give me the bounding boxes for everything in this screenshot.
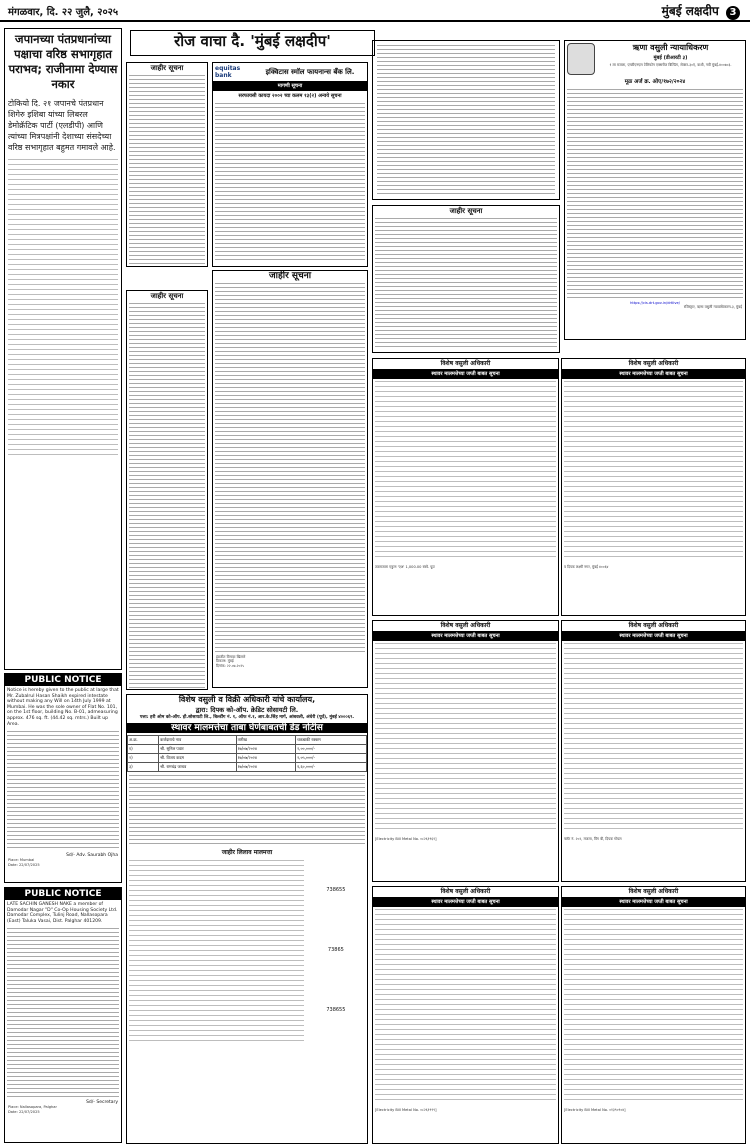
auction-details: [129, 860, 304, 1045]
court-notice: [564, 40, 746, 340]
notice-text-block: [375, 643, 556, 833]
recovery-notice-1: विशेष वसुली अधिकारी स्थावर मालमत्तेच्या जप्ती बाबत सूचना तळमजला एकुण 'एअ' 1,000.00 स्क्वे. फूट: [372, 358, 559, 616]
recovery-table: [127, 735, 367, 772]
recovery-notice-5: विशेष वसुली अधिकारी स्थावर मालमत्तेच्या जप्ती बाबत सूचना [Electricity Bill Metal No. ०८२६१९९९]: [372, 886, 559, 1144]
property-line: व दिपक लक्ष्मी नगर, मुंबई ४००६४: [564, 565, 609, 569]
page-header: [0, 0, 750, 22]
notice-signature: Sd/- Adv. Saurabh Ojha: [66, 853, 118, 859]
issue-date: मंगळवार, दि. २२ जुलै, २०२५: [8, 7, 119, 18]
recovery-notice-4: विशेष वसुली अधिकारी स्थावर मालमत्तेच्या जप्ती बाबत सूचना फ्लॅट नं. २०२, मजला, विंग बी, दिपक गोयल: [561, 620, 746, 882]
notice-date: Date: 22/07/2025: [8, 862, 40, 867]
brand-title: [662, 2, 740, 20]
equitas-section: सरफायसी कायदा २००२ च्या कलम १३(२) अन्वये सूचना: [238, 93, 342, 99]
table-row: ३) श्री. रामचंद्र जाधव १७/०७/२०२४ १,६०,०००/-: [128, 763, 367, 772]
court-footer: रजिस्ट्रार, ऋणा वसुली न्यायाधिकरण-३, मुंबई: [683, 305, 742, 310]
notice-text-block: [129, 75, 205, 265]
notice-place: Place: Mumbai: [8, 858, 35, 863]
notice-text-block: [215, 103, 365, 263]
notice-text-block: [377, 45, 555, 195]
equitas-notice: [212, 62, 368, 267]
editorial-column: [4, 28, 122, 670]
notice-title: जाहीर सूचना: [449, 207, 483, 215]
public-notice-title: PUBLIC NOTICE: [5, 674, 121, 686]
brand-name: मुंबई लक्षदीप: [661, 4, 719, 18]
notice-text-block: [375, 381, 556, 561]
public-notice-body: LATE SACHIN GANESH NAKE a member of Damodar Nagar "D" Co-Op Housing Society Ltd. Damodar Complex, Tulinj Road, Nallasopara (East) Taluka Vasai, Dist. Palghar 401209.: [7, 902, 118, 924]
table-row: १) श्री. सुनिल पवार १७/०७/२०२४ २,००,०००/-: [128, 745, 367, 754]
notice-text-block: [215, 283, 365, 653]
public-notice-title: PUBLIC NOTICE: [5, 888, 121, 900]
court-case: मूळ अर्ज क्र. ओए/१७२/२०२४: [624, 79, 686, 85]
public-notice-2: [4, 887, 122, 1143]
notice-text-block: [564, 643, 743, 833]
table-row: २) श्री. विजय कदम १७/०७/२०२४ २,०५,०००/-: [128, 754, 367, 763]
notice-text-block: [567, 89, 743, 299]
notice-title: जाहीर सूचना: [150, 292, 184, 300]
court-address: १ ला मजला, एमटीएनएल टेलिफोन एक्सचेंज बिल्डिंग, सेक्टर-३०ए, वाशी, नवी मुंबई-४००७०३.: [609, 63, 732, 67]
notice-col2-a: [126, 62, 208, 267]
property-line: [Electricity Bill Metal No. ०८२६१९९९]: [375, 1108, 437, 1112]
court-link[interactable]: https://cis.drt.gov.in/drtlive/: [630, 301, 680, 305]
banner: रोज वाचा दै. 'मुंबई लक्षदीप': [130, 30, 375, 56]
notice-text-block: [564, 381, 743, 561]
notice-text-block: [375, 909, 556, 1104]
public-notice-1: [4, 673, 122, 883]
equitas-sub: मागणी सूचना: [213, 81, 367, 91]
notice-text-block: [129, 775, 365, 845]
equitas-logo: equitas bank: [215, 65, 241, 79]
auction-title: जाहीर लिलाव मालमत्ता: [221, 849, 273, 856]
notice-text-block: [129, 303, 205, 688]
court-sub: मुंबई (डीआरटी ३): [653, 55, 688, 61]
jahir-soochna-big: [212, 270, 368, 688]
editorial-headline: जपानच्या पंतप्रधानांच्या पक्षाचा वरिष्ठ सभागृहात पराभव; राजीनामा देण्यास नकार: [8, 32, 118, 91]
notice-footer: ठिकाण: मुंबई: [216, 659, 234, 664]
notice-top-right: [372, 40, 560, 200]
notice-footer: इंग्रजीत विनाया खिलारे: [216, 655, 246, 659]
property-line: तळमजला एकुण 'एअ' 1,000.00 स्क्वे. फूट: [375, 565, 435, 569]
jahir-soochna-right: [372, 205, 560, 353]
notice-text-block: [564, 909, 743, 1104]
notice-text-block: [375, 218, 557, 348]
recovery-notice: [126, 694, 368, 1144]
recovery-org: द्वारा: दिपक को-ऑप. क्रेडिट सोसायटी लि.: [195, 706, 299, 714]
editorial-body: टोकियो दि. २१ जपानचे पंतप्रधान शिगेरु इशिबा यांच्या लिबरल डेमोक्रॅटिक पार्टी (एलडीपी) आणि त्यांच्या मित्रपक्षांनी देशाच्या संसदेच्या वरिष्ठ सभागृहात बहुमत गमावले आहे.: [8, 99, 116, 152]
col-name: कर्जदाराचे नाव: [159, 736, 237, 745]
notice-title: जाहीर सूचना: [268, 271, 312, 281]
notice-text-block: [7, 928, 119, 1098]
recovery-notice-6: विशेष वसुली अधिकारी स्थावर मालमत्तेच्या जप्ती बाबत सूचना [Electricity Bill Metal No. ०१३९०९०४]: [561, 886, 746, 1144]
col-sr: अ.क्र.: [128, 736, 159, 745]
recovery-address: पत्ता: हरी ओम को-ऑप. हौ.सोसायटी लि., बिल्डींग नं. १, ऑफ नं.१, आर.के.सिंह मार्ग, आंबवली, अंधेरी (पूर्व), मुंबई ४०००६९.: [139, 715, 355, 720]
notice-col2-b: [126, 290, 208, 690]
notice-signature: Sd/- Secretary: [86, 1100, 118, 1106]
emblem-icon: [567, 43, 595, 75]
recovery-title: विशेष वसुली व विक्री अधिकारी यांचे कार्यालय,: [178, 695, 316, 704]
equitas-name: इक्विटास स्मॉल फायनान्स बँक लि.: [265, 68, 355, 76]
col-date: तारीख: [236, 736, 296, 745]
property-notice-title: स्थावर मालमत्तेचा ताबा घेणेबाबतची डेड नोटीस: [127, 723, 367, 733]
public-notice-body: Notice is hereby given to the public at large that Mr. Zubalrul Hasan Shaikh expired intestate without making any Will on 14th July 1999 at Mumbai. He was the sole owner of Flat No. 101, on the 1st floor, building No. B-01, admeasuring approx. 476 sq. ft. (44.42 sq. mtrs.) Built up Area.: [7, 688, 119, 727]
court-title: ऋणा वसुली न्यायाधिकरण: [632, 43, 709, 52]
property-line: [Electricity Bill Metal No. ०१३९०९०४]: [564, 1108, 626, 1112]
notice-place: Place: Nallasopara, Palghar: [8, 1105, 57, 1110]
notice-text-block: [7, 731, 119, 851]
editorial-text-block: [8, 159, 118, 459]
property-line: फ्लॅट नं. २०२, मजला, विंग बी, दिपक गोयल: [564, 837, 622, 841]
notice-footer: दिनांक: २२.०७.२०२५: [216, 663, 245, 668]
recovery-notice-3: विशेष वसुली अधिकारी स्थावर मालमत्तेच्या जप्ती बाबत सूचना [Electricity Bill Metal No. ०८२६१९६१]: [372, 620, 559, 882]
page-number: 3: [726, 6, 740, 20]
auction-codes: 738655 73865 738655: [326, 887, 346, 1013]
property-line: [Electricity Bill Metal No. ०८२६१९६१]: [375, 837, 437, 841]
notice-title: जाहीर सूचना: [150, 64, 184, 72]
recovery-notice-2: विशेष वसुली अधिकारी स्थावर मालमत्तेच्या जप्ती बाबत सूचना व दिपक लक्ष्मी नगर, मुंबई ४००६४: [561, 358, 746, 616]
col-amount: थकबाकी रक्कम: [296, 736, 367, 745]
notice-date: Date: 22/07/2025: [8, 1109, 40, 1114]
